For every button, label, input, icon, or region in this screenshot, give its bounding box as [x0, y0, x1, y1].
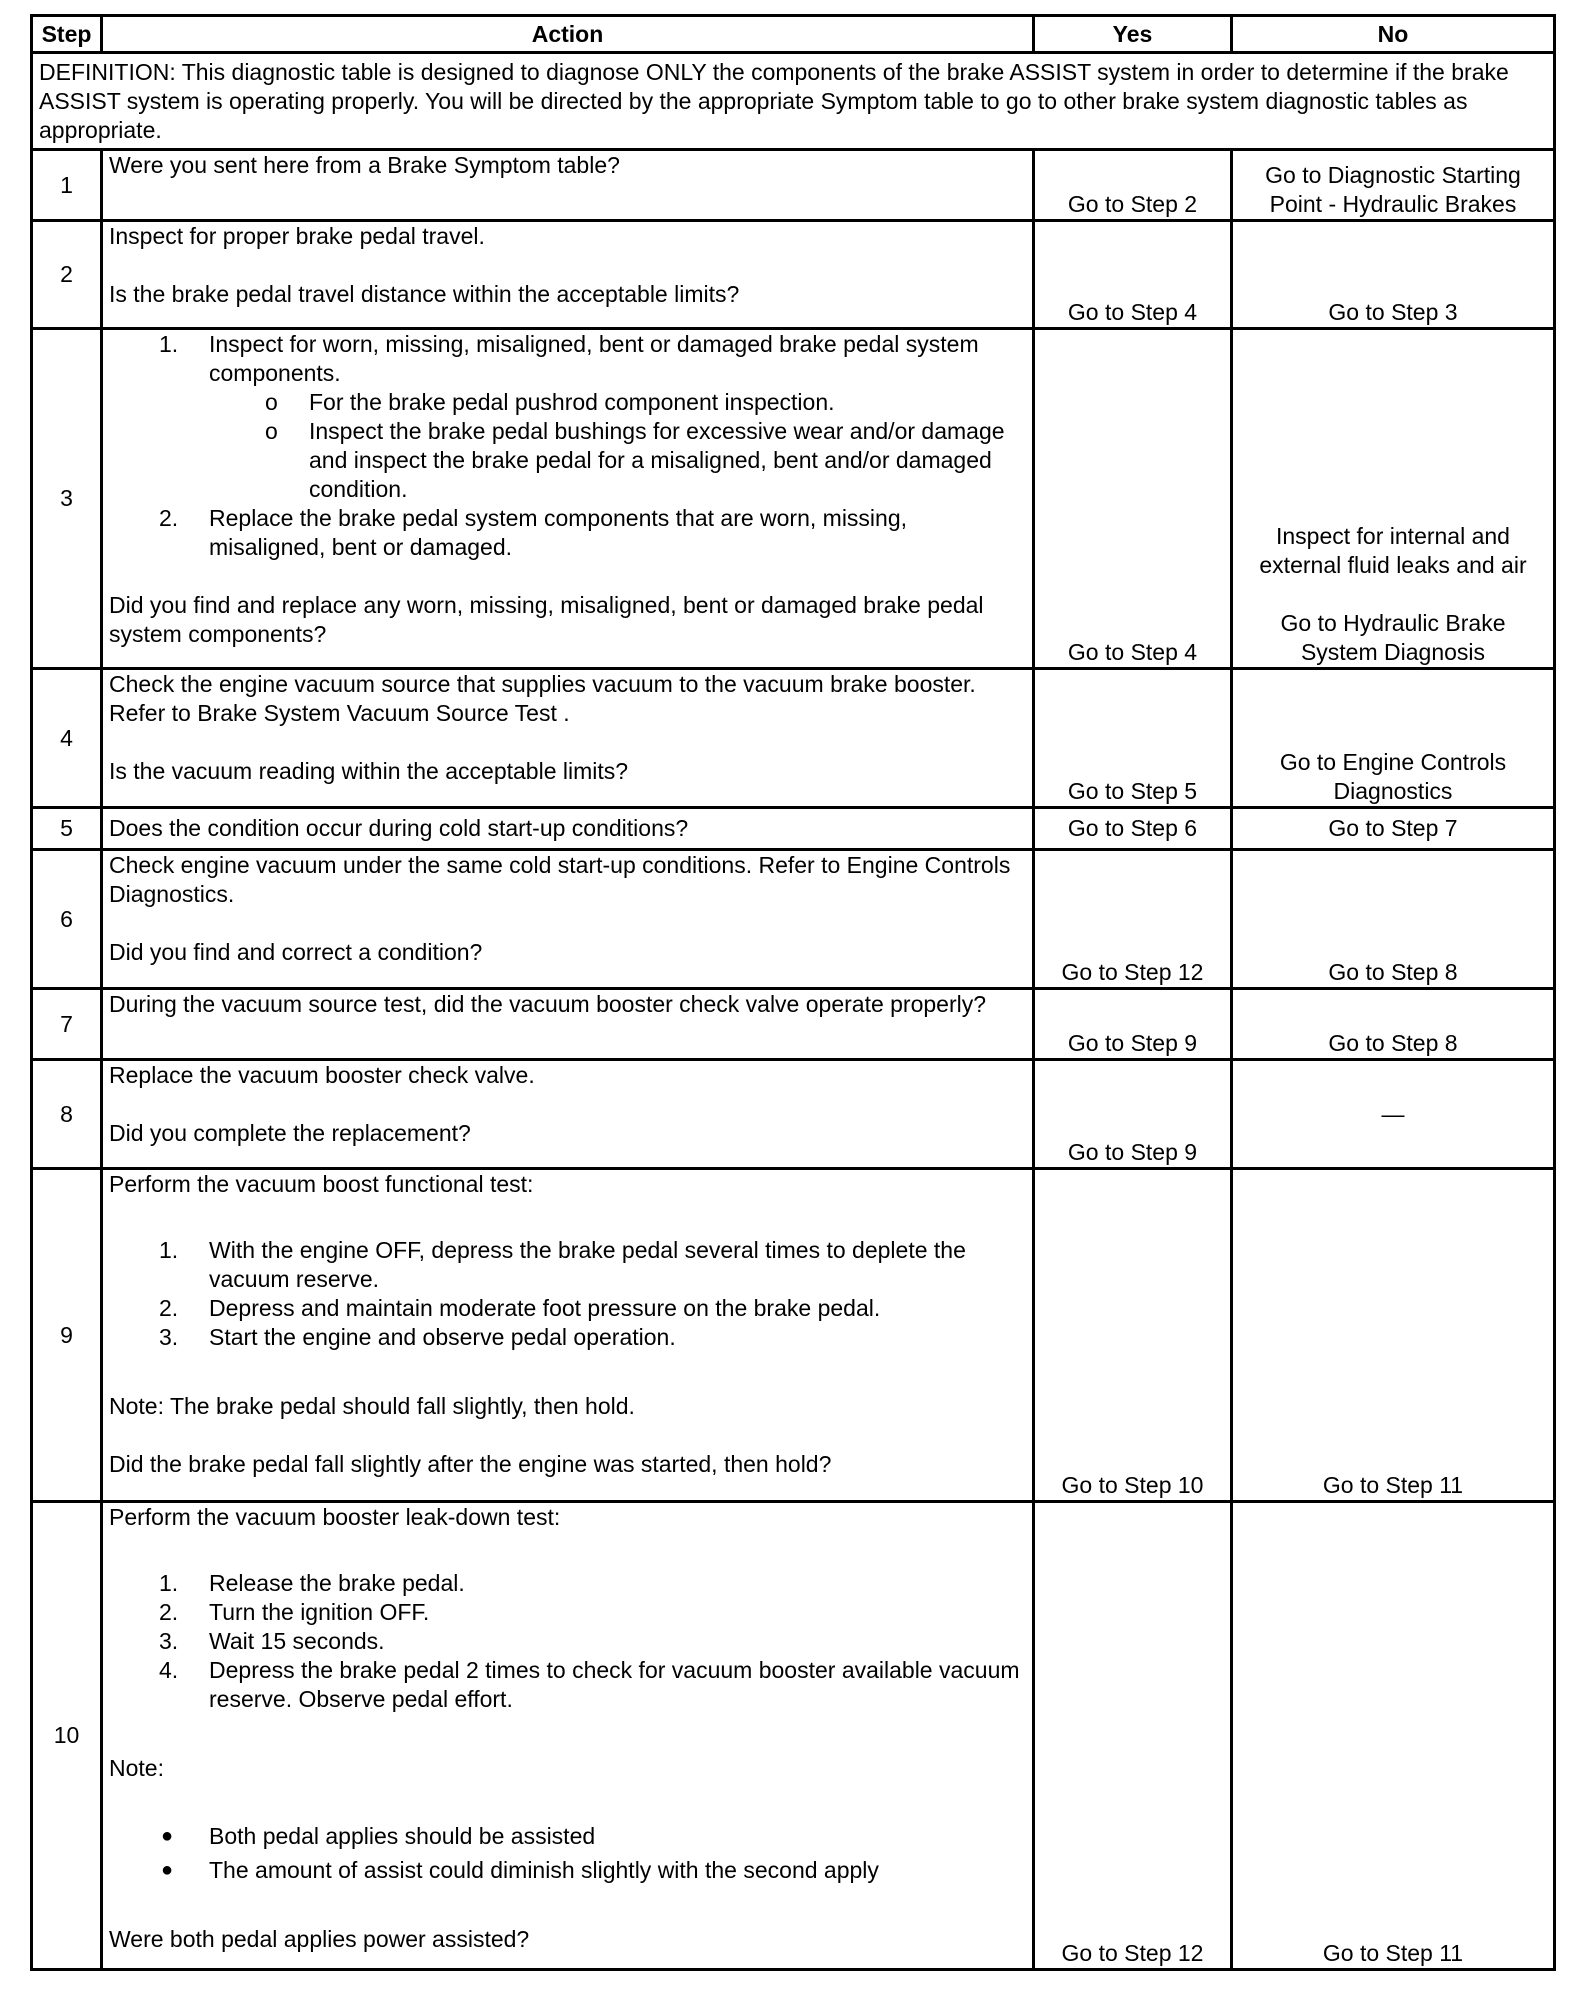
- step-instruction: Check the engine vacuum source that supplies vacuum to the vacuum brake booster. Refer to Brake System Vacuum Source Test .: [109, 671, 976, 726]
- table-row: [32, 808, 1555, 850]
- step-action: [102, 989, 1034, 1060]
- header-step: Step: [32, 16, 102, 53]
- list-item: [109, 417, 1026, 504]
- list-item: [109, 1856, 1026, 1885]
- list-text: The amount of assist could diminish slightly with the second apply: [209, 1857, 879, 1883]
- no-result: Go to Step 8: [1232, 989, 1555, 1060]
- list-text: For the brake pedal pushrod component inspection.: [309, 389, 835, 415]
- no-result: Go to Hydraulic Brake System Diagnosis: [1280, 610, 1506, 665]
- step-action: [102, 221, 1034, 329]
- list-text: Release the brake pedal.: [209, 1570, 465, 1596]
- step-number: 2: [32, 221, 102, 329]
- step-question: Were both pedal applies power assisted?: [109, 1926, 530, 1952]
- no-result: Go to Step 3: [1232, 221, 1555, 329]
- list-number: 3.: [159, 1628, 179, 1654]
- step-question: Is the brake pedal travel distance within the acceptable limits?: [109, 281, 740, 307]
- yes-result: Go to Step 4: [1034, 221, 1232, 329]
- yes-result: Go to Step 5: [1034, 669, 1232, 808]
- table-header-row: [32, 16, 1555, 53]
- step-action: [102, 1060, 1034, 1169]
- yes-result: Go to Step 12: [1034, 1502, 1232, 1970]
- yes-result: Go to Step 4: [1034, 329, 1232, 669]
- step-note: Note: The brake pedal should fall slightly, then hold.: [109, 1393, 635, 1419]
- list-text: Inspect the brake pedal bushings for excessive wear and/or damage and inspect the brake pedal for a misaligned, bent and/or damaged condition.: [309, 418, 1005, 502]
- definition-text: DEFINITION: This diagnostic table is designed to diagnose ONLY the components of the brake ASSIST system in order to determine if the brake ASSIST system is operating properly. You will be directed by the appropriate Symptom table to go to other brake system diagnostic tables as appropriate.: [32, 53, 1555, 150]
- step-question: Does the condition occur during cold start-up conditions?: [109, 815, 689, 841]
- step-number: 9: [32, 1169, 102, 1502]
- step-number: 5: [32, 808, 102, 850]
- step-note: Note:: [109, 1755, 164, 1781]
- list-number: 2.: [159, 505, 179, 531]
- list-number: 3.: [159, 1324, 179, 1350]
- step-question: During the vacuum source test, did the vacuum booster check valve operate properly?: [109, 991, 987, 1017]
- step-action: [102, 329, 1034, 669]
- list-text: Wait 15 seconds.: [209, 1628, 385, 1654]
- yes-result: Go to Step 12: [1034, 850, 1232, 989]
- yes-result: Go to Step 2: [1034, 150, 1232, 221]
- step-instruction: Replace the vacuum booster check valve.: [109, 1062, 535, 1088]
- step-question: Did you find and correct a condition?: [109, 939, 483, 965]
- table-row: [32, 989, 1555, 1060]
- table-row: [32, 1502, 1555, 1970]
- list-item: [109, 330, 1026, 388]
- step-question: Were you sent here from a Brake Symptom table?: [109, 152, 620, 178]
- circle-bullet-icon: o: [265, 418, 278, 444]
- step-instruction: Inspect for proper brake pedal travel.: [109, 223, 485, 249]
- list-text: With the engine OFF, depress the brake pedal several times to deplete the vacuum reserve.: [209, 1237, 966, 1292]
- table-row: [32, 150, 1555, 221]
- step-number: 10: [32, 1502, 102, 1970]
- list-text: Inspect for worn, missing, misaligned, bent or damaged brake pedal system components.: [209, 331, 979, 386]
- no-result: Go to Step 7: [1232, 808, 1555, 850]
- list-item: [109, 1323, 1026, 1352]
- list-item: [109, 1598, 1026, 1627]
- yes-result: Go to Step 9: [1034, 989, 1232, 1060]
- bullet-icon: ●: [161, 1825, 174, 1847]
- no-result: Go to Step 11: [1232, 1169, 1555, 1502]
- step-number: 8: [32, 1060, 102, 1169]
- list-item: [109, 388, 1026, 417]
- diagnostic-table: [30, 14, 1556, 1971]
- list-text: Both pedal applies should be assisted: [209, 1823, 596, 1849]
- list-item: [109, 1656, 1026, 1714]
- step-action: [102, 808, 1034, 850]
- step-action: [102, 850, 1034, 989]
- list-number: 1.: [159, 1237, 179, 1263]
- table-row: [32, 669, 1555, 808]
- list-number: 2.: [159, 1599, 179, 1625]
- list-number: 1.: [159, 1570, 179, 1596]
- yes-result: Go to Step 9: [1034, 1060, 1232, 1169]
- header-no: No: [1232, 16, 1555, 53]
- list-text: Depress and maintain moderate foot pressure on the brake pedal.: [209, 1295, 881, 1321]
- step-action: [102, 669, 1034, 808]
- header-action: Action: [102, 16, 1034, 53]
- no-cell: [1232, 329, 1555, 669]
- list-item: [109, 1294, 1026, 1323]
- list-item: [109, 504, 1026, 562]
- no-note: Inspect for internal and external fluid leaks and air: [1259, 523, 1527, 578]
- step-intro: Perform the vacuum booster leak-down test:: [109, 1504, 561, 1530]
- definition-row: [32, 53, 1555, 150]
- table-row: [32, 221, 1555, 329]
- table-row: [32, 850, 1555, 989]
- table-row: [32, 1169, 1555, 1502]
- no-result: —: [1232, 1060, 1555, 1169]
- no-result: Go to Step 11: [1232, 1502, 1555, 1970]
- step-question: Did you find and replace any worn, missing, misaligned, bent or damaged brake pedal system components?: [109, 592, 984, 647]
- list-item: [109, 1627, 1026, 1656]
- list-number: 1.: [159, 331, 179, 357]
- yes-result: Go to Step 10: [1034, 1169, 1232, 1502]
- step-action: [102, 1169, 1034, 1502]
- list-text: Replace the brake pedal system components that are worn, missing, misaligned, bent or damaged.: [209, 505, 908, 560]
- step-action: [102, 1502, 1034, 1970]
- list-item: [109, 1236, 1026, 1294]
- list-item: [109, 1822, 1026, 1851]
- list-number: 2.: [159, 1295, 179, 1321]
- yes-result: Go to Step 6: [1034, 808, 1232, 850]
- step-number: 7: [32, 989, 102, 1060]
- step-action: [102, 150, 1034, 221]
- step-number: 4: [32, 669, 102, 808]
- step-question: Did the brake pedal fall slightly after the engine was started, then hold?: [109, 1451, 832, 1477]
- list-text: Start the engine and observe pedal operation.: [209, 1324, 676, 1350]
- step-number: 1: [32, 150, 102, 221]
- table-row: [32, 1060, 1555, 1169]
- step-question: Is the vacuum reading within the acceptable limits?: [109, 758, 629, 784]
- no-result: Go to Step 8: [1232, 850, 1555, 989]
- list-text: Turn the ignition OFF.: [209, 1599, 430, 1625]
- list-item: [109, 1569, 1026, 1598]
- table-row: [32, 329, 1555, 669]
- step-number: 3: [32, 329, 102, 669]
- step-question: Did you complete the replacement?: [109, 1120, 471, 1146]
- list-number: 4.: [159, 1657, 179, 1683]
- circle-bullet-icon: o: [265, 389, 278, 415]
- no-result: Go to Engine Controls Diagnostics: [1232, 669, 1555, 808]
- bullet-icon: ●: [161, 1859, 174, 1881]
- step-instruction: Check engine vacuum under the same cold start-up conditions. Refer to Engine Controls Diagnostics.: [109, 852, 1011, 907]
- step-number: 6: [32, 850, 102, 989]
- list-text: Depress the brake pedal 2 times to check for vacuum booster available vacuum reserve. Observe pedal effort.: [209, 1657, 1020, 1712]
- step-intro: Perform the vacuum boost functional test:: [109, 1171, 534, 1197]
- no-result: Go to Diagnostic Starting Point - Hydraulic Brakes: [1232, 150, 1555, 221]
- header-yes: Yes: [1034, 16, 1232, 53]
